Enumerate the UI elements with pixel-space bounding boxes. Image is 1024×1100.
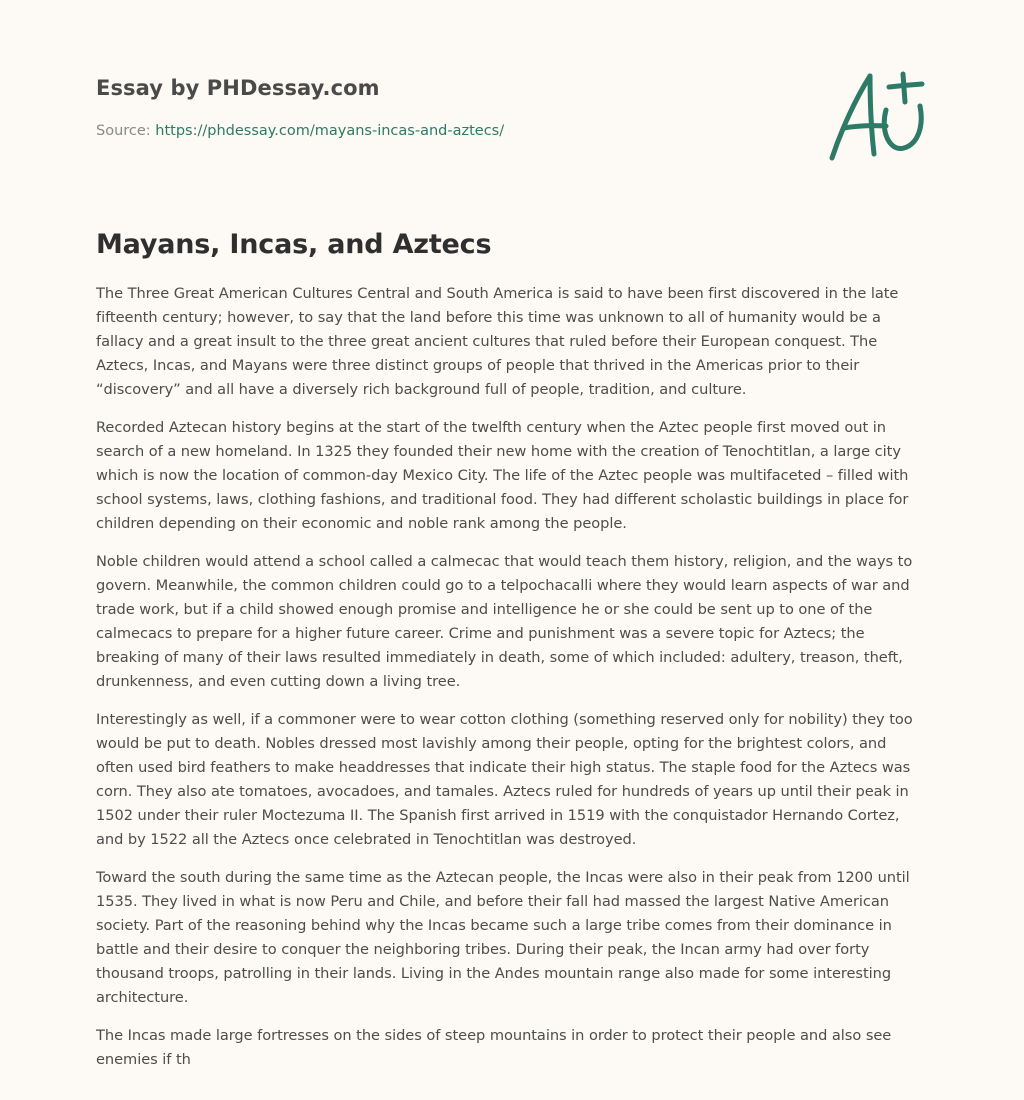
essay-paragraph: Interestingly as well, if a commoner were to wear cotton clothing (something reserved only for nobility) they too would be put to death. Nobles dressed most lavishly among their people, opting for the brightest colors, and often used bird feathers to make headdresses that indicate their high status. The staple food for the Aztecs was corn. They also ate tomatoes, avocadoes, and tamales. Aztecs ruled for hundreds of years up until their peak in 1502 under their ruler Moctezuma II. The Spanish first arrived in 1519 with the conquistador Hernando Cortez, and by 1522 all the Aztecs once celebrated in Tenochtitlan was destroyed. — [96, 711, 913, 848]
page-header — [96, 0, 928, 200]
essay-paragraph: Recorded Aztecan history begins at the start of the twelfth century when the Aztec people first moved out in search of a new homeland. In 1325 they founded their new home with the creation of Tenochtitlan, a large city which is now the location of common-day Mexico City. The life of the Aztec people was multifaceted – filled with school systems, laws, clothing fashions, and traditional food. They had different scholastic buildings in place for children depending on their economic and noble rank among the people. — [96, 419, 909, 532]
essay-paragraph: The Incas made large fortresses on the sides of steep mountains in order to protect their people and also see enemies if th — [96, 1027, 892, 1068]
brand-title: Essay by PHDessay.com — [96, 76, 380, 100]
source-link[interactable]: https://phdessay.com/mayans-incas-and-aztecs/ — [155, 123, 505, 139]
essay-paragraph: Toward the south during the same time as the Aztecan people, the Incas were also in their peak from 1200 until 1535. They lived in what is now Peru and Chile, and before their fall had massed the largest Native American society. Part of the reasoning behind why the Incas became such a large tribe comes from their dominance in battle and their desire to conquer the neighboring tribes. During their peak, the Incan army had over forty thousand troops, patrolling in their lands. Living in the Andes mountain range also made for some interesting architecture. — [96, 869, 910, 1006]
source-line — [96, 123, 504, 139]
essay-paragraph: Noble children would attend a school called a calmecac that would teach them history, religion, and the ways to govern. Meanwhile, the common children could go to a telpochacalli where they would learn aspects of war and trade work, but if a child showed enough promise and intelligence he or she could be sent up to one of the calmecacs to prepare for a higher future career. Crime and punishment was a severe topic for Aztecs; the breaking of many of their laws resulted immediately in death, some of which included: adultery, treason, theft, drunkenness, and even cutting down a living tree. — [96, 553, 913, 690]
essay-paragraph: The Three Great American Cultures Central and South America is said to have been first discovered in the late fifteenth century; however, to say that the land before this time was unknown to all of humanity would be a fallacy and a great insult to the three great ancient cultures that ruled before their European conquest. The Aztecs, Incas, and Mayans were three distinct groups of people that thrived in the Americas prior to their “discovery” and all have a diversely rich background full of people, tradition, and culture. — [96, 285, 899, 398]
a-plus-logo-icon — [824, 66, 930, 164]
essay-title: Mayans, Incas, and Aztecs — [96, 229, 492, 260]
source-label: Source: — [96, 123, 156, 139]
essay-body — [96, 282, 928, 1072]
